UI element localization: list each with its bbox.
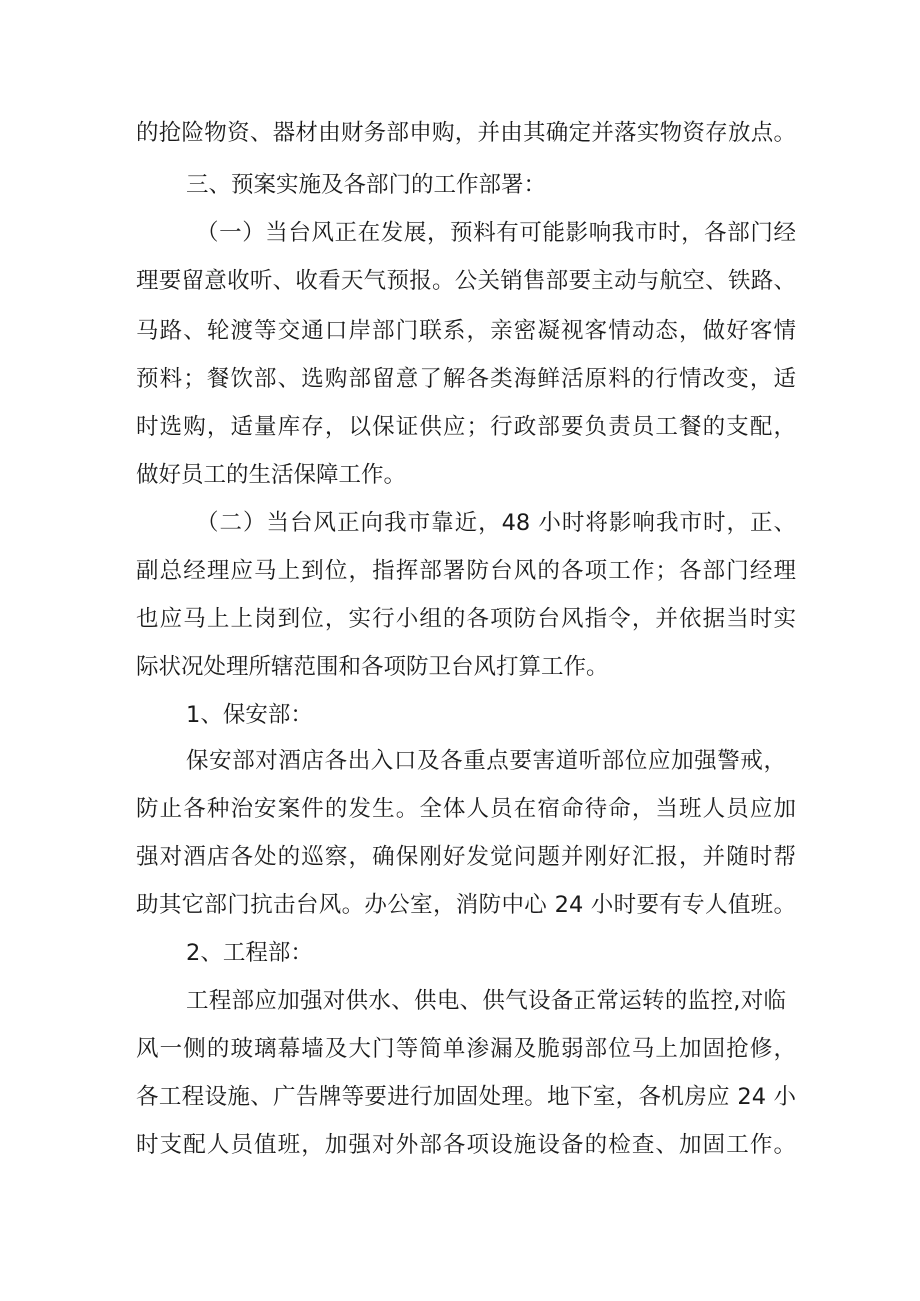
text-line-17: 助其它部门抗击台风。办公室，消防中心 24 小时要有专人值班。 [136,892,796,918]
text-line-6: 预料；餐饮部、选购部留意了解各类海鲜活原料的行情改变，适 [136,366,796,392]
text-line-7: 时选购，适量库存，以保证供应；行政部要负责员工餐的支配， [136,414,796,440]
text-line-5: 马路、轮渡等交通口岸部门联系，亲密凝视客情动态，做好客情 [136,318,796,344]
text-line-14: 保安部对酒店各出入口及各重点要害道听部位应加强警戒， [186,748,786,774]
text-line-16: 强对酒店各处的巡察，确保刚好发觉问题并刚好汇报，并随时帮 [136,844,796,870]
text-line-10: 副总经理应马上到位，指挥部署防台风的各项工作；各部门经理 [136,558,796,584]
text-line-12: 际状况处理所辖范围和各项防卫台风打算工作。 [136,654,609,680]
text-line-3: （一）当台风正在发展，预料有可能影响我市时，各部门经 [196,220,796,246]
text-line-11: 也应马上上岗到位，实行小组的各项防台风指令，并依据当时实 [136,606,796,632]
text-line-1: 的抢险物资、器材由财务部申购，并由其确定并落实物资存放点。 [136,120,796,146]
text-line-21: 各工程设施、广告牌等要进行加固处理。地下室，各机房应 24 小 [136,1084,796,1110]
subsection-heading-engineering: 2、工程部： [186,940,313,966]
text-line-9: （二）当台风正向我市靠近，48 小时将影响我市时，正、 [196,510,796,536]
text-line-20: 风一侧的玻璃幕墙及大门等简单渗漏及脆弱部位马上加固抢修， [136,1036,796,1062]
text-line-19: 工程部应加强对供水、供电、供气设备正常运转的监控,对临 [186,988,786,1014]
text-line-22: 时支配人员值班，加强对外部各项设施设备的检查、加固工作。 [136,1132,796,1158]
text-line-8: 做好员工的生活保障工作。 [136,462,407,488]
text-line-4: 理要留意收听、收看天气预报。公关销售部要主动与航空、铁路、 [136,268,796,294]
subsection-heading-security: 1、保安部： [186,702,313,728]
text-line-15: 防止各种治安案件的发生。全体人员在宿命待命，当班人员应加 [136,796,796,822]
section-heading: 三、预案实施及各部门的工作部署： [186,172,547,198]
